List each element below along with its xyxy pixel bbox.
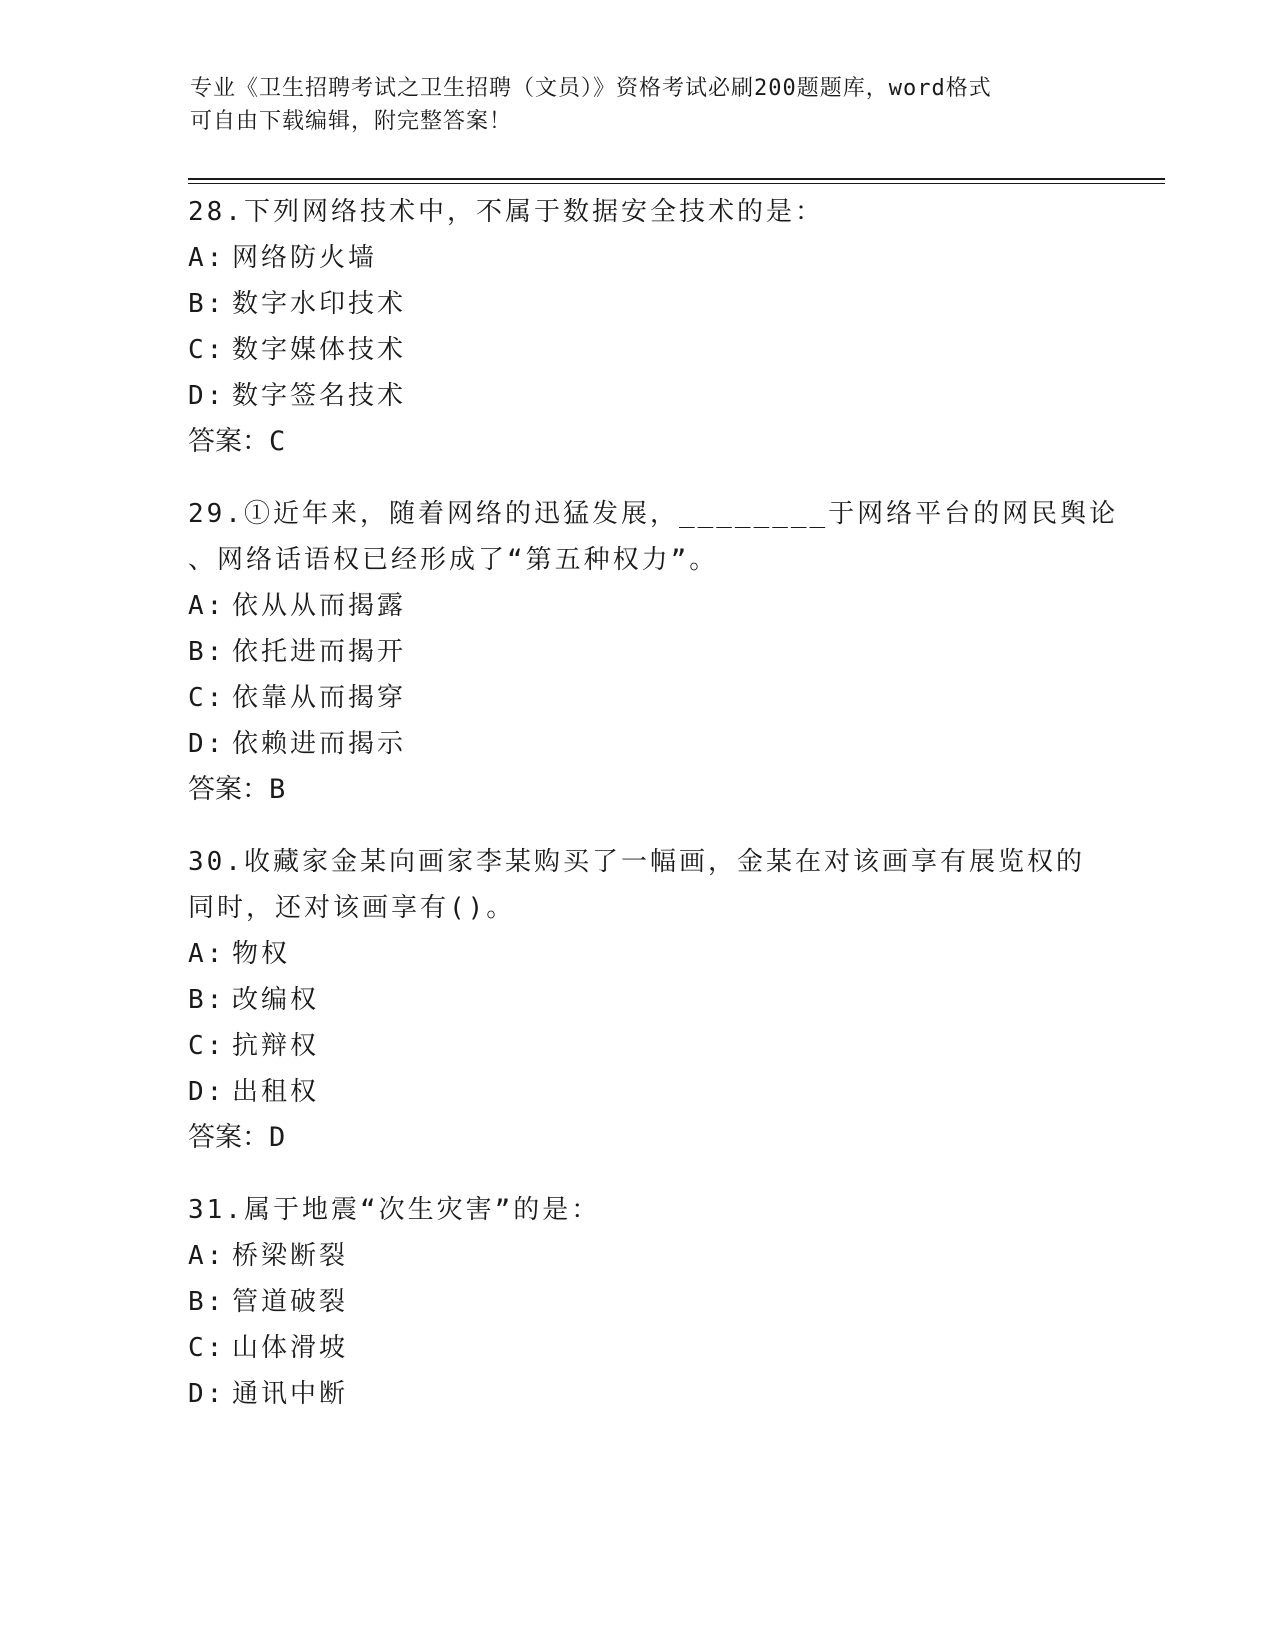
option-letter: C:: [188, 1031, 226, 1061]
option-text: 出租权: [232, 1077, 320, 1107]
option-letter: B:: [188, 289, 226, 319]
option-a: [188, 931, 1088, 977]
option-text: 数字媒体技术: [232, 335, 407, 365]
option-text: 抗辩权: [232, 1031, 320, 1061]
option-d: [188, 373, 1088, 419]
option-c: [188, 1023, 1088, 1069]
option-text: 依靠从而揭穿: [232, 683, 407, 713]
option-letter: D:: [188, 1379, 226, 1409]
option-c: [188, 675, 1088, 721]
option-a: [188, 235, 1088, 281]
option-text: 依从从而揭露: [232, 591, 407, 621]
answer-label: 答案：: [188, 426, 269, 457]
question-28: [188, 189, 1088, 465]
option-letter: C:: [188, 1333, 226, 1363]
option-a: [188, 1233, 1088, 1279]
option-d: [188, 721, 1088, 767]
question-30: [188, 839, 1088, 1161]
option-letter: A:: [188, 591, 226, 621]
option-b: [188, 977, 1088, 1023]
answer-line: [188, 419, 1088, 465]
option-letter: B:: [188, 1287, 226, 1317]
option-text: 桥梁断裂: [232, 1241, 349, 1271]
question-text: 29.①近年来，随着网络的迅猛发展，________于网络平台的网民舆论: [188, 499, 1119, 529]
option-text: 网络防火墙: [232, 243, 378, 273]
question-text-continued: 同时，还对该画享有()。: [188, 893, 516, 923]
header-line-2: 可自由下载编辑，附完整答案！: [190, 109, 513, 134]
option-letter: A:: [188, 1241, 226, 1271]
option-text: 通讯中断: [232, 1379, 349, 1409]
option-d: [188, 1069, 1088, 1115]
option-text: 数字水印技术: [232, 289, 407, 319]
option-letter: B:: [188, 637, 226, 667]
option-letter: C:: [188, 335, 226, 365]
question-31: [188, 1187, 1088, 1417]
option-letter: D:: [188, 381, 226, 411]
answer-line: [188, 1115, 1088, 1161]
option-b: [188, 1279, 1088, 1325]
header-divider-thin: [188, 183, 1165, 184]
option-text: 改编权: [232, 985, 320, 1015]
option-letter: A:: [188, 243, 226, 273]
option-text: 山体滑坡: [232, 1333, 349, 1363]
option-d: [188, 1371, 1088, 1417]
option-text: 依托进而揭开: [232, 637, 407, 667]
answer-line: [188, 767, 1088, 813]
option-c: [188, 1325, 1088, 1371]
option-text: 依赖进而揭示: [232, 729, 407, 759]
option-b: [188, 281, 1088, 327]
option-text: 管道破裂: [232, 1287, 349, 1317]
option-text: 数字签名技术: [232, 381, 407, 411]
option-letter: A:: [188, 939, 226, 969]
question-text: 28.下列网络技术中，不属于数据安全技术的是：: [188, 197, 824, 227]
document-header: [190, 72, 1090, 138]
answer-label: 答案：: [188, 774, 269, 805]
answer-value: C: [269, 426, 286, 457]
option-c: [188, 327, 1088, 373]
option-letter: D:: [188, 729, 226, 759]
header-divider-thick: [188, 178, 1165, 180]
question-text-continued: 、网络话语权已经形成了“第五种权力”。: [188, 545, 719, 575]
question-text: 30.收藏家金某向画家李某购买了一幅画，金某在对该画享有展览权的: [188, 847, 1085, 877]
header-line-1: 专业《卫生招聘考试之卫生招聘（文员）》资格考试必刷200题题库，word格式: [190, 76, 992, 101]
option-letter: B:: [188, 985, 226, 1015]
option-a: [188, 583, 1088, 629]
option-b: [188, 629, 1088, 675]
question-text: 31.属于地震“次生灾害”的是：: [188, 1195, 601, 1225]
answer-value: B: [269, 774, 286, 805]
option-letter: D:: [188, 1077, 226, 1107]
answer-value: D: [269, 1122, 286, 1153]
option-letter: C:: [188, 683, 226, 713]
answer-label: 答案：: [188, 1122, 269, 1153]
question-29: [188, 491, 1119, 813]
option-text: 物权: [232, 939, 291, 969]
